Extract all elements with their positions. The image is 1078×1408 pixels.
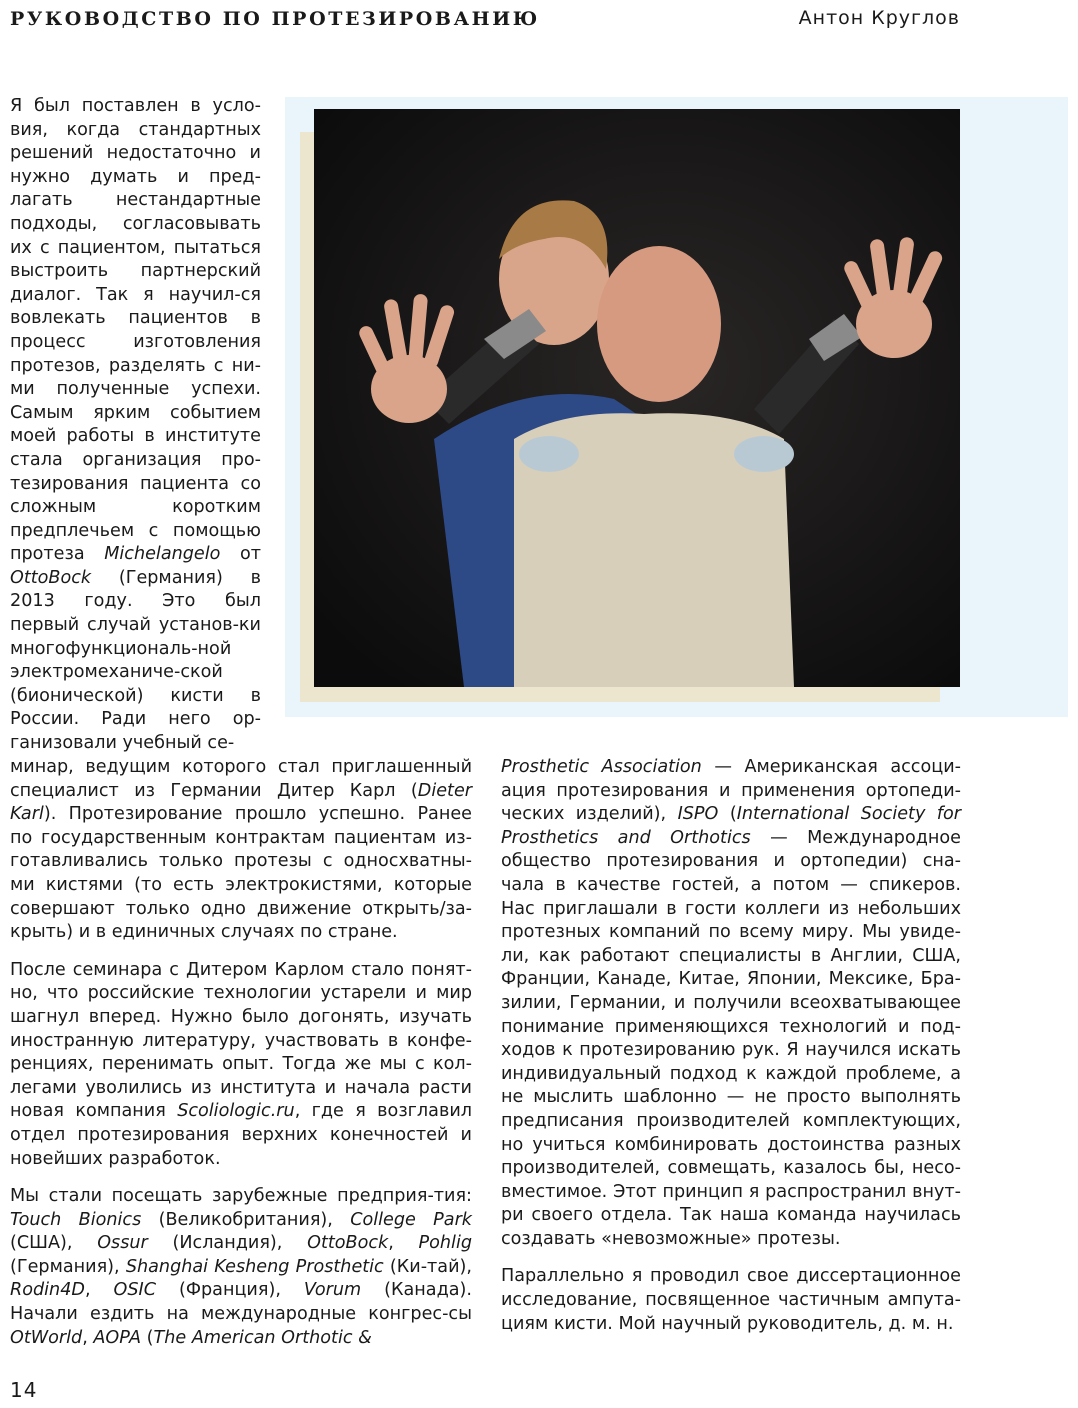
running-head: РУКОВОДСТВО ПО ПРОТЕЗИРОВАНИЮ bbox=[10, 8, 540, 30]
paragraph: Мы стали посещать зарубежные предприя-тия: Touch Bionics (Великобритания), College Park (США), Ossur (Исландия), OttoBock, Pohlig (Германия), Shanghai Kesheng Prosthetic (Ки-тай), Rodin4D, OSIC (Франция), Vorum (Канада). Начали ездить на международные конгрес-сы OtWorld, AOPA (The American Orthotic & bbox=[10, 1186, 472, 1348]
paragraph: После семинара с Дитером Карлом стало понят-но, что российские технологии устарели и мир шагнул вперед. Нужно было догонять, изучать иностранную литературу, участвовать в конфе-ренциях, перенимать опыт. Тогда же мы с кол-легами уволились из института и начала расти новая компания Scoliologic.ru, где я возглавил отдел протезирования верхних конечностей и новейших разработок. bbox=[10, 959, 472, 1169]
paragraph: Я был поставлен в усло-вия, когда стандартных решений недостаточно и нужно думать и пред-лагать нестандартные подходы, согласовывать их с пациентом, пытаться выстроить партнерский диалог. Так я научил-ся вовлекать пациентов в процесс изготовления протезов, разделять с ни-ми полученные успехи. Самым ярким событием моей работы в институте стала организация про-тезирования пациента со сложным коротким предплечьем с помощью протеза Michelangelo от OttoBock (Германия) в 2013 году. Это был первый случай установ-ки многофункциональ-ной электромеханиче-ской (бионической) кисти в России. Ради него ор-ганизовали учебный се- bbox=[10, 96, 261, 754]
author-name: Антон Круглов bbox=[798, 7, 960, 29]
text-column-left-bottom bbox=[10, 756, 472, 1364]
paragraph: Параллельно я проводил свое диссертационное исследование, посвященное частичным ампута-циям кисти. Мой научный руководитель, д. м. н. bbox=[501, 1266, 961, 1334]
photo-illustration bbox=[314, 109, 960, 687]
text-column-right bbox=[501, 756, 961, 1350]
page-number: 14 bbox=[10, 1378, 38, 1402]
text-column-left-top bbox=[10, 95, 261, 770]
photo bbox=[314, 109, 960, 687]
paragraph: Prosthetic Association — Американская ассоци-ация протезирования и применения ортопеди-ческих изделий), ISPO (International Society for Prosthetics and Orthotics — Международное общество протезирования и ортопедии) сна-чала в качестве гостей, а потом — спикеров. Нас приглашали в гости коллеги из небольших протезных компаний по всему миру. Мы увиде-ли, как работают специалисты в Англии, США, Франции, Канаде, Китае, Японии, Мексике, Бра-зилии, Германии, и получили всеохватывающее понимание применяющихся технологий и под-ходов к протезированию рук. Я научился искать индивидуальный подход к каждой проблеме, а не мыслить шаблонно — не просто выполнять предписания производителей комплектующих, но учиться комбинировать достоинства разных производителей, совмещать, казалось бы, несо-вместимое. Этот принцип я распространил внут-ри своего отдела. Так наша команда научилась создавать «невозможные» протезы. bbox=[501, 757, 961, 1249]
paragraph: минар, ведущим которого стал приглашенный специалист из Германии Дитер Карл (Dieter Karl). Протезирование прошло успешно. Ранее по государственным контрактам пациентам из-готавливались только протезы с односхватны-ми кистями (то есть электрокистями, которые совершают только одно движение открыть/за-крыть) и в единичных случаях по стране. bbox=[10, 757, 472, 943]
